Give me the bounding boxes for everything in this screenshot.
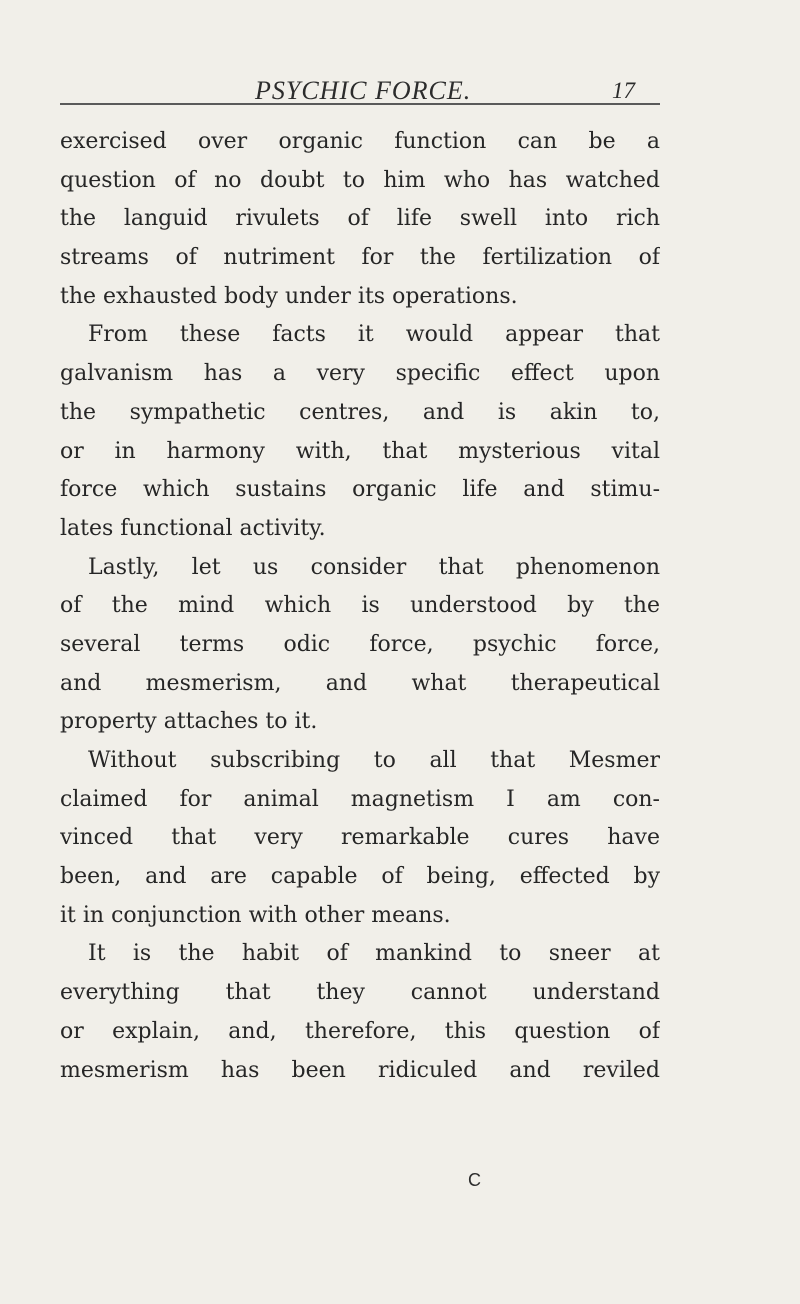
text-line: it in conjunction with other means. xyxy=(60,902,451,928)
text-line: been, and are capable of being, effected by xyxy=(60,864,660,890)
text-line: and mesmerism, and what therapeutical xyxy=(60,670,660,696)
running-title: PSYCHIC FORCE. xyxy=(255,76,472,105)
text-line: property attaches to it. xyxy=(60,709,318,735)
text-line: lates functional activity. xyxy=(60,515,326,541)
text-line: claimed for animal magnetism I am con- xyxy=(60,786,660,812)
text-line: exercised over organic function can be a xyxy=(60,129,660,154)
header-rule xyxy=(60,103,660,105)
signature-mark: C xyxy=(468,1170,481,1190)
body-text xyxy=(60,123,660,1090)
text-line: the exhausted body under its operations. xyxy=(60,283,518,309)
text-line: of the mind which is understood by the xyxy=(60,593,660,619)
paragraph-start-line: It is the habit of mankind to sneer at xyxy=(88,941,660,967)
page-number: 17 xyxy=(612,78,635,103)
text-line: vinced that very remarkable cures have xyxy=(60,825,660,851)
text-line: everything that they cannot understand xyxy=(60,980,660,1006)
text-line: or in harmony with, that mysterious vital xyxy=(60,438,660,464)
text-line: the languid rivulets of life swell into rich xyxy=(60,206,660,232)
text-line: several terms odic force, psychic force, xyxy=(60,631,660,657)
paragraph-start-line: From these facts it would appear that xyxy=(88,322,660,348)
paragraph-start-line: Lastly, let us consider that phenomenon xyxy=(88,554,660,580)
text-line: or explain, and, therefore, this question of xyxy=(60,1018,660,1044)
text-line: force which sustains organic life and stimu- xyxy=(60,477,660,503)
text-line: streams of nutriment for the fertilization of xyxy=(60,245,660,271)
paragraph-start-line: Without subscribing to all that Mesmer xyxy=(88,748,660,773)
text-line: mesmerism has been ridiculed and reviled xyxy=(60,1057,660,1083)
text-line: the sympathetic centres, and is akin to, xyxy=(60,399,660,425)
text-line: galvanism has a very specific effect upon xyxy=(60,361,660,387)
text-line: question of no doubt to him who has watched xyxy=(60,167,660,193)
